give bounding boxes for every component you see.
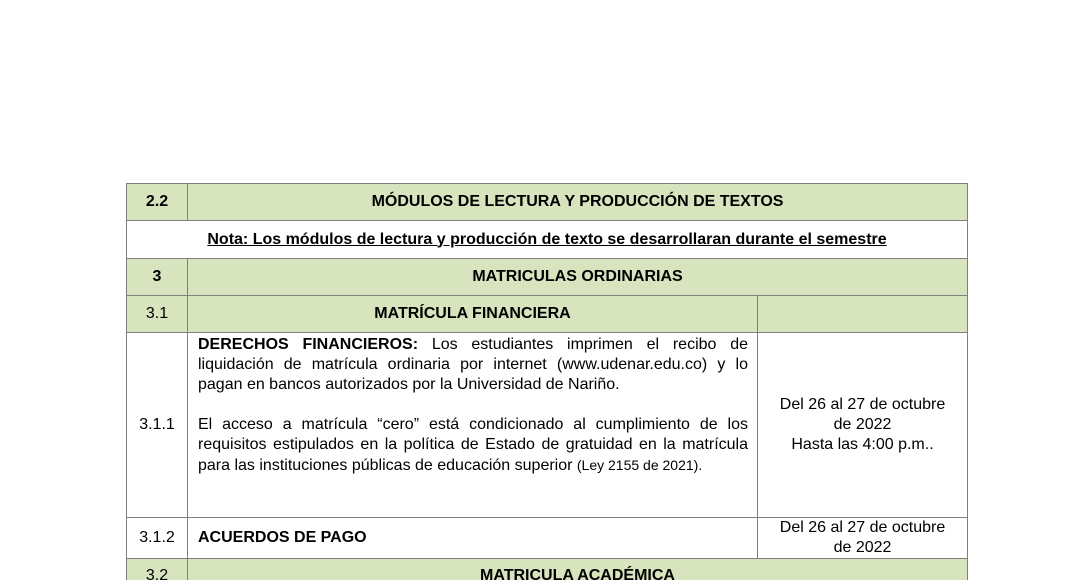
section-row-3 [127,259,968,296]
row-description [188,333,758,518]
time-line: Hasta las 4:00 p.m.. [791,436,934,453]
date-line: de 2022 [833,539,892,556]
row-number: 3.1.1 [127,333,188,518]
description-text: Los estudiantes imprimen el recibo de liquidación de matrícula ordinaria por internet (www.udenar.edu.co) y lo pagan en bancos autorizados por la Universidad de Nariño. [198,336,749,393]
description-text: El acceso a matrícula “cero” está condicionado al cumplimiento de los requisitos estipulados en la política de Estado de gratuidad en la matrícula para las instituciones públicas de educación superior [198,416,748,474]
section-row-3-1 [127,296,968,333]
section-number: 3.2 [127,559,188,580]
section-number: 3 [127,259,188,296]
section-title: MATRICULA ACADÉMICA [188,559,968,580]
section-number: 3.1 [127,296,188,333]
table-row-3-1-2 [127,518,968,559]
row-date [758,333,968,518]
row-date [758,518,968,559]
law-reference: (Ley 2155 de 2021). [576,457,703,473]
note-text: Nota: Los módulos de lectura y producción de texto se desarrollaran durante el semestre [127,221,968,259]
note-row [127,221,968,259]
table-row-3-1-1 [127,333,968,518]
date-line: Del 26 al 27 de octubre [779,396,946,413]
description-paragraph-1 [198,335,748,395]
row-number: 3.1.2 [127,518,188,559]
section-title: MATRÍCULA FINANCIERA [188,296,758,333]
section-number: 2.2 [127,184,188,221]
section-row-3-2 [127,559,968,580]
section-title: MÓDULOS DE LECTURA Y PRODUCCIÓN DE TEXTOS [188,184,968,221]
row-title: ACUERDOS DE PAGO [188,518,758,559]
section-empty-cell [758,296,968,333]
section-row-2-2 [127,184,968,221]
description-heading: DERECHOS FINANCIEROS: [198,336,419,353]
date-line: de 2022 [833,416,892,433]
schedule-table [126,183,968,580]
section-title: MATRICULAS ORDINARIAS [188,259,968,296]
description-paragraph-2 [198,415,748,476]
date-line: Del 26 al 27 de octubre [779,519,946,536]
